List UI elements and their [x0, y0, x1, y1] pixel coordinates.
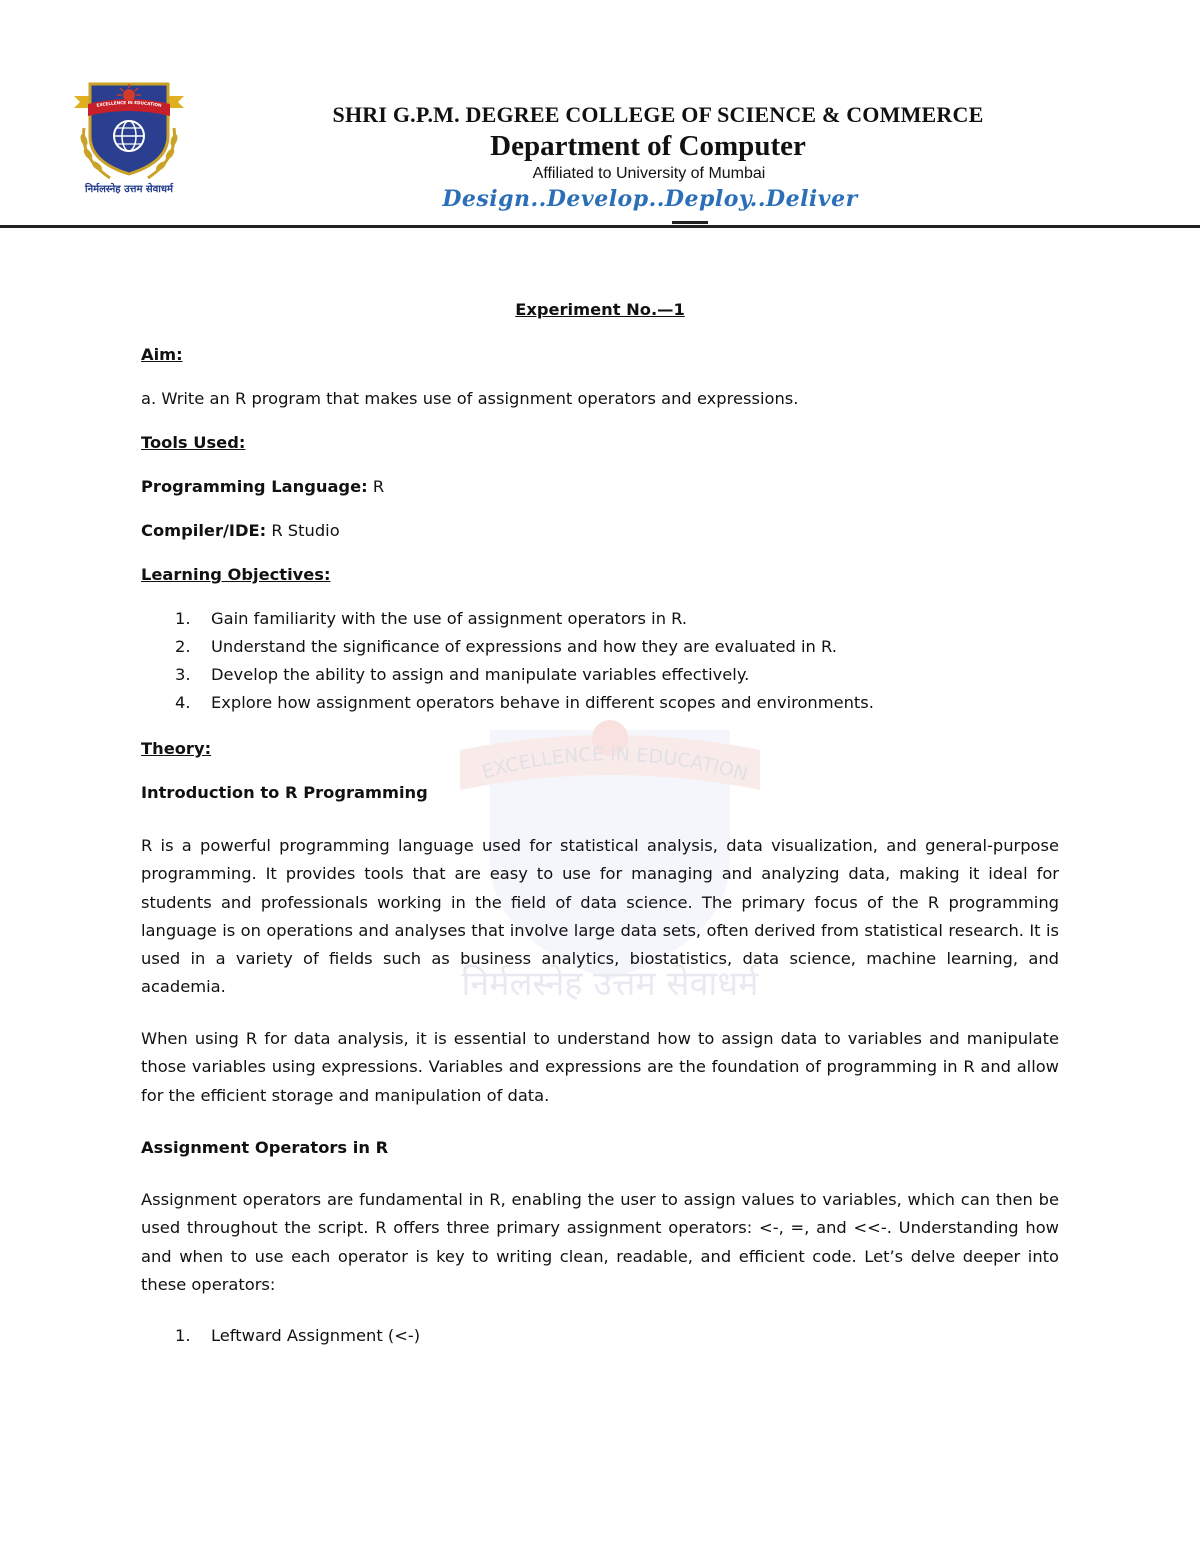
intro-heading: Introduction to R Programming	[141, 783, 428, 802]
aim-heading: Aim:	[141, 345, 183, 364]
assignment-heading: Assignment Operators in R	[141, 1138, 389, 1157]
header-divider-accent	[672, 221, 708, 224]
list-number: 1.	[175, 609, 191, 628]
department-title: Department of Computer	[490, 130, 806, 162]
tools-language	[141, 477, 384, 496]
svg-text:EXCELLENCE IN EDUCATION: EXCELLENCE IN EDUCATION	[96, 99, 162, 108]
objectives-heading: Learning Objectives:	[141, 565, 331, 584]
language-value: R	[367, 477, 385, 496]
list-number: 3.	[175, 665, 191, 684]
assignment-paragraph: Assignment operators are fundamental in R, enabling the user to assign values to variables, which can then be used throughout the script. R offers three primary assignment operators: <-, =, and <<-. Understanding how and when to use each operator is key to writing clean, readable, and efficient code. Let’s delve deeper into these operators:	[141, 1190, 1059, 1294]
ide-value: R Studio	[266, 521, 340, 540]
list-text: Explore how assignment operators behave in different scopes and environments.	[211, 693, 874, 712]
svg-text:निर्मलस्नेह उत्तम सेवाधर्म: निर्मलस्नेह उत्तम सेवाधर्म	[461, 964, 759, 1004]
list-number: 4.	[175, 693, 191, 712]
svg-text:निर्मलस्नेह उत्तम सेवाधर्म: निर्मलस्नेह उत्तम सेवाधर्म	[85, 184, 173, 195]
list-text: Gain familiarity with the use of assignment operators in R.	[211, 609, 688, 628]
tools-ide	[141, 521, 340, 540]
svg-text:EXCELLENCE IN EDUCATION: EXCELLENCE IN EDUCATION	[479, 743, 751, 786]
list-number: 2.	[175, 637, 191, 656]
intro-paragraph: R is a powerful programming language used for statistical analysis, data visualization, and general-purpose programming. It provides tools that are easy to use for managing and analyzing data, making it ideal for students and professionals working in the field of data science. The primary focus of the R programming language is on operations and analyses that involve large data sets, often derived from statistical research. It is used in a variety of fields such as business analytics, biostatistics, data science, machine learning, and academia.	[141, 836, 1059, 997]
theory-heading: Theory:	[141, 739, 212, 758]
ide-label: Compiler/IDE:	[141, 521, 267, 540]
list-text: Understand the significance of expressions and how they are evaluated in R.	[211, 637, 837, 656]
affiliation: Affiliated to University of Mumbai	[532, 165, 766, 182]
aim-text: a. Write an R program that makes use of assignment operators and expressions.	[141, 389, 799, 408]
list-text: Develop the ability to assign and manipulate variables effectively.	[211, 665, 750, 684]
language-label: Programming Language:	[141, 477, 368, 496]
header-divider	[0, 225, 1200, 228]
tools-heading: Tools Used:	[141, 433, 246, 452]
variables-paragraph: When using R for data analysis, it is essential to understand how to assign data to variables and manipulate those variables using expressions. Variables and expressions are the foundation of programming in R and allow for the efficient storage and manipulation of data.	[141, 1029, 1059, 1105]
experiment-title: Experiment No.—1	[515, 300, 685, 319]
college-name: SHRI G.P.M. DEGREE COLLEGE OF SCIENCE & COMMERCE	[332, 102, 984, 127]
list-text: Leftward Assignment (<-)	[211, 1326, 421, 1345]
tagline: Design..Develop..Deploy..Deliver	[442, 186, 858, 212]
list-number: 1.	[175, 1326, 191, 1345]
